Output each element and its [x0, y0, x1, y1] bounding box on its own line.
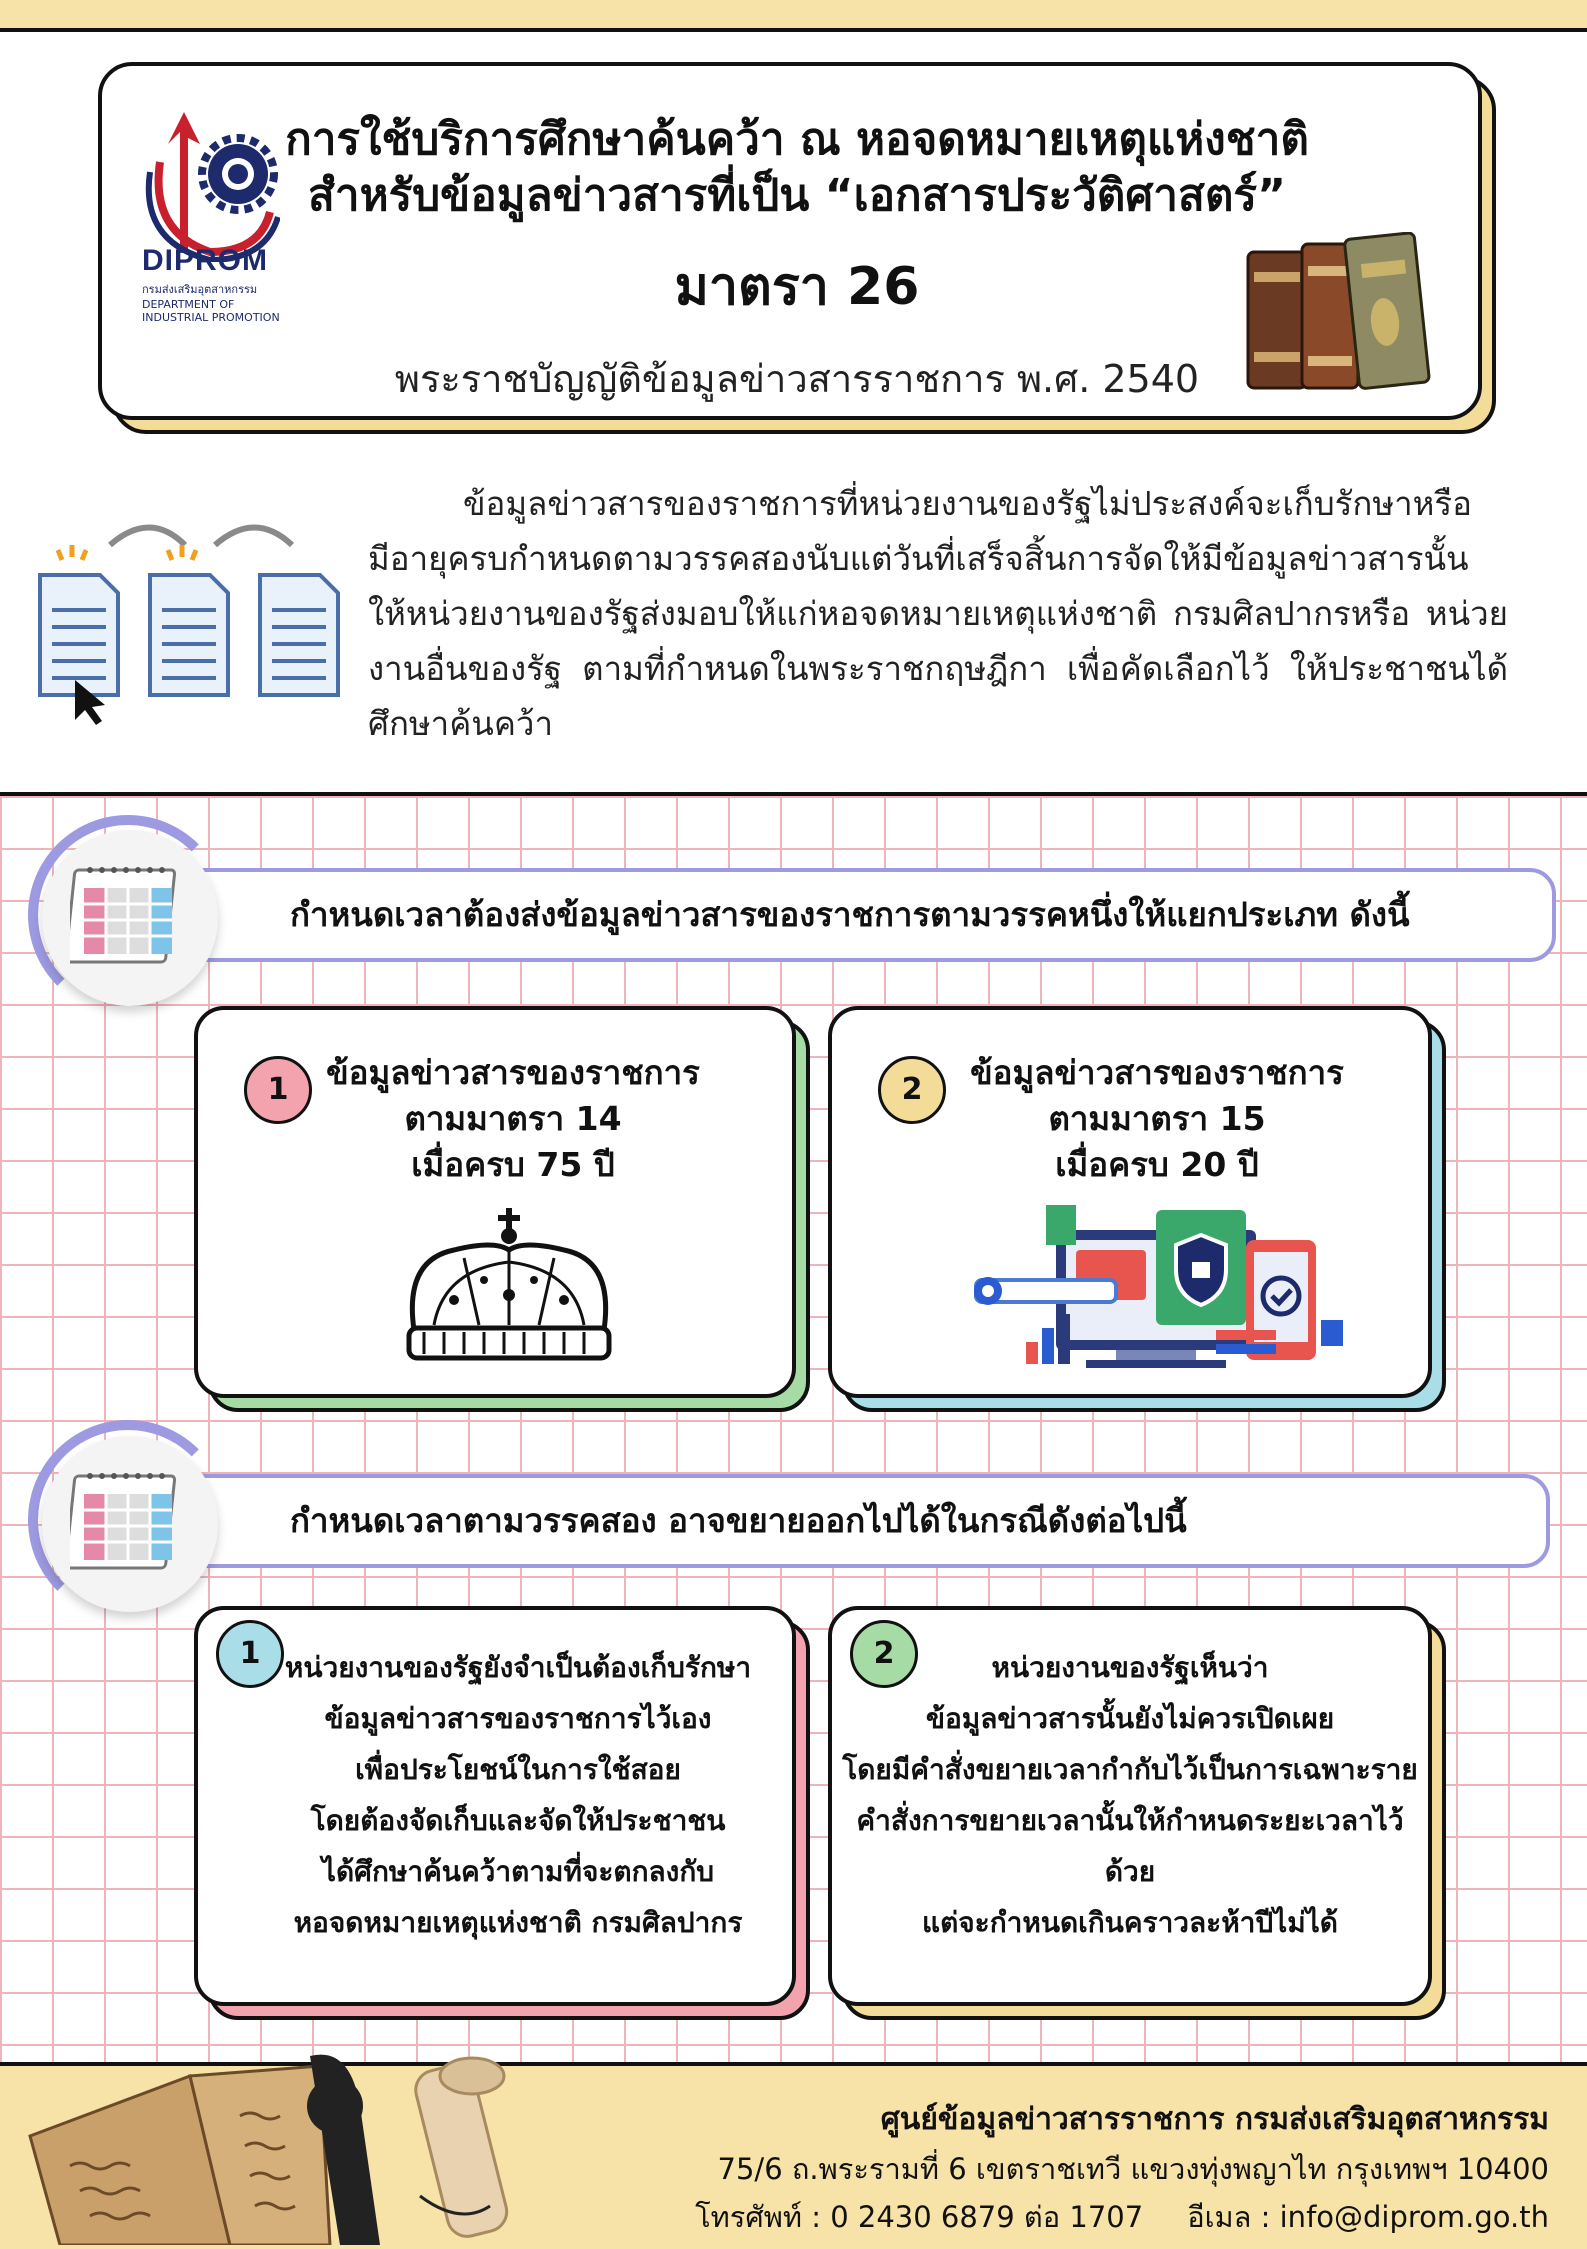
- footer-phone[interactable]: โทรศัพท์ : 0 2430 6879 ต่อ 1707: [695, 2200, 1144, 2234]
- title-line-2: สำหรับข้อมูลข่าวสารที่เป็น “เอกสารประวัติศาสตร์”: [308, 170, 1286, 221]
- s2-card2-line5: แต่จะกำหนดเกินคราวละห้าปีไม่ได้: [922, 1906, 1338, 1939]
- s2-card1-line3: เพื่อประโยชน์ในการใช้สอย: [355, 1753, 681, 1786]
- crown-icon: [394, 1200, 624, 1370]
- s2-card2-line3: โดยมีคำสั่งขยายเวลากำกับไว้เป็นการเฉพาะราย: [842, 1753, 1418, 1786]
- s2-card1-line1: หน่วยงานของรัฐยังจำเป็นต้องเก็บรักษา: [284, 1651, 752, 1684]
- footer-email[interactable]: อีเมล : info@diprom.go.th: [1187, 2200, 1549, 2234]
- logo-name: DIPROM: [142, 244, 268, 277]
- intro-paragraph: [368, 476, 1508, 751]
- section2-banner: [178, 1474, 1550, 1568]
- s2-card1-line5: ได้ศึกษาค้นคว้าตามที่จะตกลงกับ: [321, 1855, 715, 1888]
- documents-icon: [30, 515, 350, 725]
- s2-card2-number: 2: [850, 1620, 918, 1688]
- top-band: [0, 0, 1587, 32]
- header: [98, 62, 1490, 428]
- section1-calendar: [42, 830, 218, 1006]
- footer-org-name: ศูนย์ข้อมูลข่าวสารราชการ กรมส่งเสริมอุตสาหกรรม: [880, 2102, 1549, 2137]
- section-number: มาตรา 26: [674, 257, 920, 317]
- s1-card2-number: 2: [878, 1056, 946, 1124]
- s2-card1-line4: โดยต้องจัดเก็บและจัดให้ประชาชน: [310, 1804, 726, 1837]
- books-icon: [1244, 232, 1454, 392]
- section2-calendar: [42, 1436, 218, 1612]
- calendar-icon: [70, 1466, 190, 1576]
- footer-contact: [695, 2194, 1549, 2240]
- section2-banner-text: กำหนดเวลาตามวรรคสอง อาจขยายออกไปได้ในกรณีดังต่อไปนี้: [290, 1501, 1187, 1540]
- intro-line-1: ข้อมูลข่าวสารของราชการที่หน่วยงานของรัฐไม่ประสงค์จะเก็บรักษาหรือ: [463, 484, 1472, 523]
- logo-subtitle: กรมส่งเสริมอุตสาหกรรม DEPARTMENT OF INDUSTRIAL PROMOTION: [142, 283, 280, 324]
- s2-card2-line1: หน่วยงานของรัฐเห็นว่า: [991, 1651, 1269, 1684]
- s1-card1-line2: ตามมาตรา 14: [404, 1099, 622, 1138]
- digital-security-icon: [966, 1200, 1346, 1380]
- section1-banner-text: กำหนดเวลาต้องส่งข้อมูลข่าวสารของราชการตามวรรคหนึ่งให้แยกประเภท ดังนี้: [290, 895, 1410, 934]
- s1-card2-line3: เมื่อครบ 20 ปี: [1055, 1145, 1259, 1184]
- footer-address: 75/6 ถ.พระรามที่ 6 เขตราชเทวี แขวงทุ่งพญาไท กรุงเทพฯ 10400: [717, 2152, 1549, 2186]
- calendar-icon: [70, 860, 190, 970]
- header-card: [98, 62, 1482, 420]
- section1-banner: [178, 868, 1556, 962]
- old-book-scroll-icon: [20, 2026, 520, 2245]
- s2-card2: [828, 1606, 1432, 2006]
- s1-card2-line2: ตามมาตรา 15: [1048, 1099, 1266, 1138]
- s1-card1-number: 1: [244, 1056, 312, 1124]
- s2-card1-line2: ข้อมูลข่าวสารของราชการไว้เอง: [324, 1702, 712, 1735]
- title-line-1: การใช้บริการศึกษาค้นคว้า ณ หอจดหมายเหตุแห่งชาติ: [285, 114, 1309, 165]
- s1-card1: [194, 1006, 796, 1398]
- s1-card1-line3: เมื่อครบ 75 ปี: [411, 1145, 615, 1184]
- act-name: พระราชบัญญัติข้อมูลข่าวสารราชการ พ.ศ. 2540: [394, 357, 1200, 401]
- s2-card1-line6: หอจดหมายเหตุแห่งชาติ กรมศิลปากร: [293, 1906, 743, 1939]
- page-title: [252, 112, 1342, 224]
- s2-card2-line4: คำสั่งการขยายเวลานั้นให้กำหนดระยะเวลาไว้ด้วย: [856, 1804, 1404, 1888]
- intro-rest: มีอายุครบกำหนดตามวรรคสองนับแต่วันที่เสร็จสิ้นการจัดให้มีข้อมูลข่าวสารนั้น ให้หน่วยงานของรัฐส่งมอบให้แก่หอจดหมายเหตุแห่งชาติ กรมศิลปากรหรือ หน่วยงานอื่นของรัฐ ตามที่กำหนดในพระราชกฤษฎีกา เพื่อคัดเลือกไว้ ให้ประชาชนได้ศึกษาค้นคว้า: [368, 539, 1508, 743]
- s2-card2-line2: ข้อมูลข่าวสารนั้นยังไม่ควรเปิดเผย: [925, 1702, 1335, 1735]
- s1-card1-line1: ข้อมูลข่าวสารของราชการ: [326, 1053, 700, 1092]
- s2-card1-number: 1: [216, 1620, 284, 1688]
- s1-card2-title: [942, 1050, 1372, 1188]
- s2-card1: [194, 1606, 796, 2006]
- s1-card2-line1: ข้อมูลข่าวสารของราชการ: [970, 1053, 1344, 1092]
- s1-card2: [828, 1006, 1432, 1398]
- s2-card1-body: [248, 1642, 788, 1948]
- s1-card1-title: [298, 1050, 728, 1188]
- s2-card2-body: [838, 1642, 1422, 1948]
